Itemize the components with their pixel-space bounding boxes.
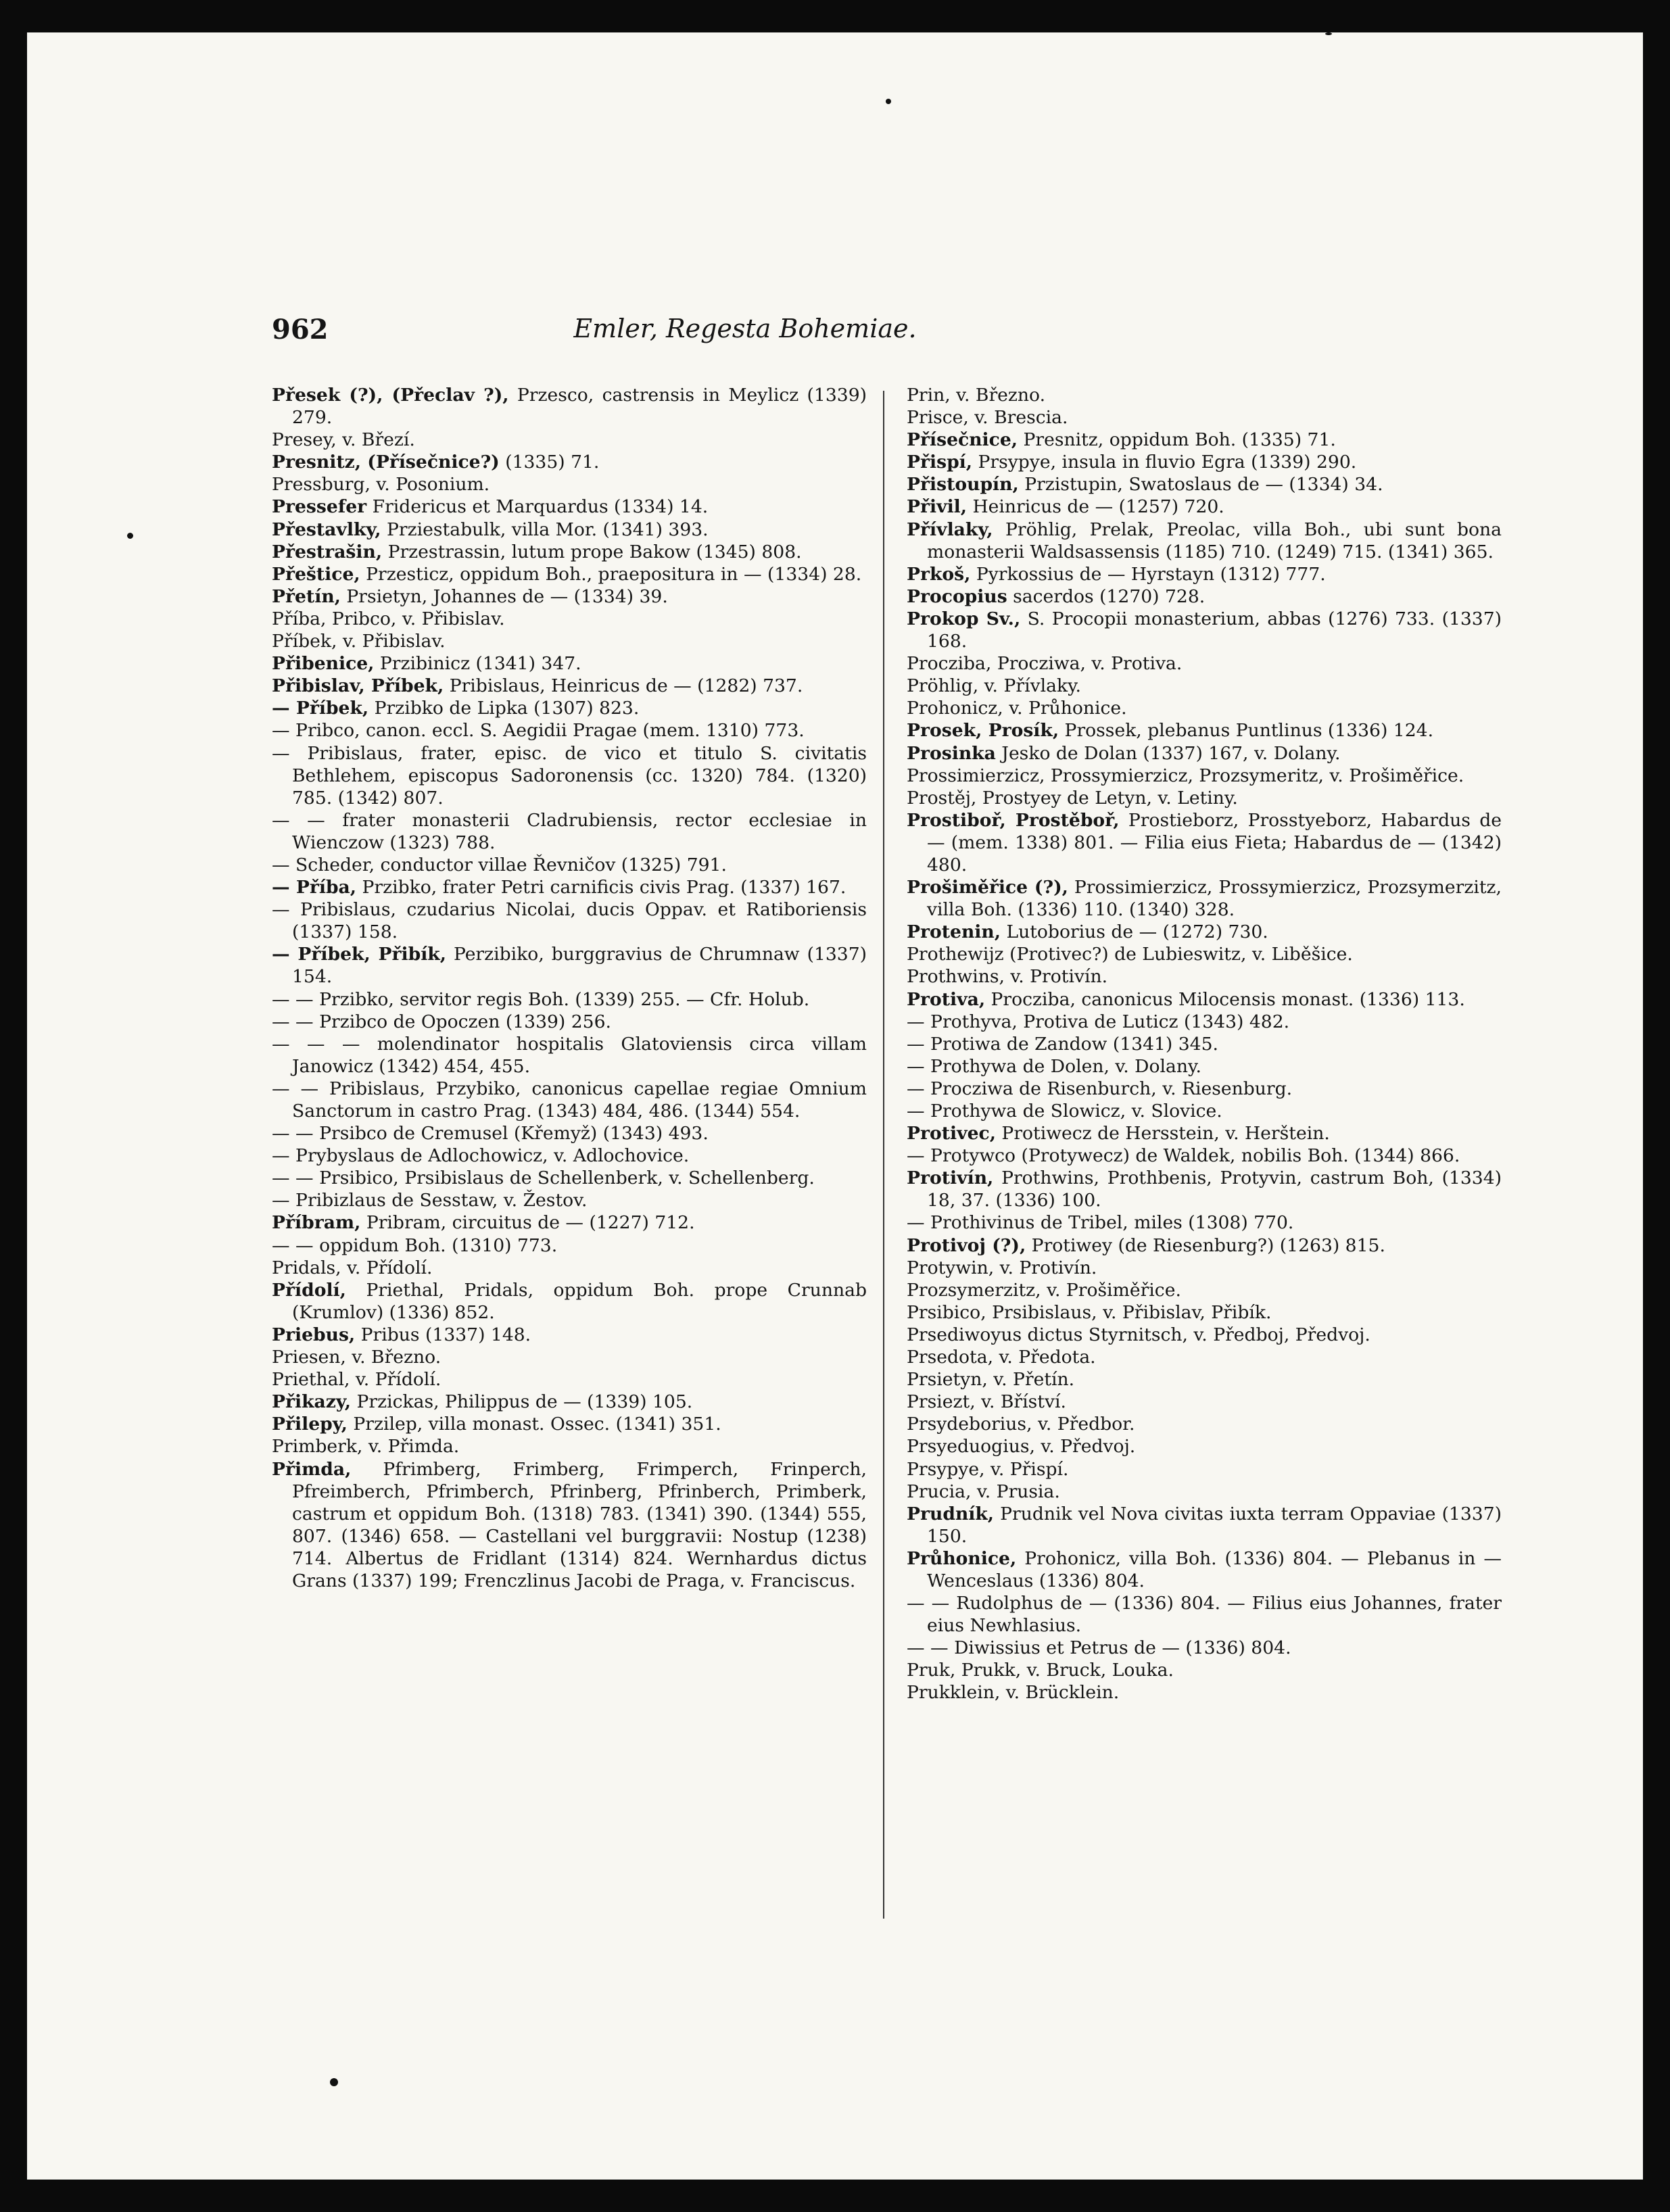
index-entry [907, 1211, 1502, 1234]
entry-headword: Přetín, [272, 585, 341, 607]
index-entry [907, 652, 1502, 675]
entry-text: — Pribco, canon. eccl. S. Aegidii Pragae (mem. 1310) 773. [272, 720, 805, 742]
index-entry [907, 1055, 1502, 1078]
index-entry [907, 1122, 1502, 1145]
entry-text: Procziba, canonicus Milocensis monast. (1336) 113. [985, 988, 1465, 1010]
index-entry [272, 1458, 867, 1593]
entry-text: Prothewijz (Protivec?) de Lubieswitz, v. Liběšice. [907, 944, 1353, 965]
entry-text: — Pribislaus, frater, episc. de vico et titulo S. civitatis Bethlehem, episcopus Sadoronensis (cc. 1320) 784. (1320) 785. (1342) 807. [272, 742, 867, 809]
entry-headword: — Příbek, [272, 698, 369, 719]
entry-text: Pridals, v. Přídolí. [272, 1257, 433, 1278]
entry-text: Heinricus de — (1257) 720. [967, 496, 1224, 518]
index-entry [907, 1279, 1502, 1301]
index-entry [272, 1368, 867, 1391]
index-entry [907, 1481, 1502, 1503]
entry-headword: Přestrašin, [272, 541, 383, 562]
index-entry [907, 965, 1502, 988]
entry-headword: Přikazy, [272, 1391, 352, 1413]
index-entry [272, 1279, 867, 1324]
index-entry [907, 1346, 1502, 1368]
index-entry [272, 1145, 867, 1167]
entry-text: Primberk, v. Přimda. [272, 1436, 460, 1458]
speck [127, 533, 133, 539]
entry-text: Prossimierzicz, Prossymierzicz, Prozsymeritz, v. Prošiměřice. [907, 765, 1464, 786]
entry-headword: — Příbek, Přibík, [272, 944, 446, 965]
entry-text: Protiwecz de Hersstein, v. Herštein. [995, 1123, 1330, 1145]
entry-text: Prsyeduogius, v. Předvoj. [907, 1436, 1136, 1458]
index-entry [907, 496, 1502, 518]
index-column-right [907, 384, 1502, 1704]
entry-text: — Scheder, conductor villae Řevničov (1325) 791. [272, 854, 727, 875]
entry-headword: Přesek (?), (Přeclav ?), [272, 385, 509, 406]
running-title: Emler, Regesta Bohemiae. [573, 314, 917, 343]
entry-headword: Protenin, [907, 921, 1001, 943]
entry-text: Příbek, v. Přibislav. [272, 631, 446, 652]
entry-text: Prsiezt, v. Bříství. [907, 1391, 1066, 1413]
entry-text: — — oppidum Boh. (1310) 773. [272, 1234, 558, 1256]
entry-text: Przesticz, oppidum Boh., praepositura in — (1334) 28. [360, 563, 862, 585]
index-entry [272, 809, 867, 854]
index-entry [272, 1078, 867, 1122]
entry-text: — Prothyva, Protiva de Luticz (1343) 482. [907, 1011, 1290, 1032]
entry-text: Fridericus et Marquardus (1334) 14. [366, 496, 709, 518]
entry-text: Prohonicz, villa Boh. (1336) 804. — Plebanus in — Wenceslaus (1336) 804. [927, 1547, 1502, 1591]
entry-headword: Přimda, [272, 1458, 352, 1480]
index-entry [272, 1346, 867, 1368]
entry-text: Pribus (1337) 148. [355, 1324, 531, 1345]
entry-text: Prisce, v. Brescia. [907, 407, 1068, 429]
entry-text: Prossimierzicz, Prossymierzicz, Prozsymerzitz, villa Boh. (1336) 110. (1340) 328. [927, 877, 1502, 921]
entry-text: Przibko de Lipka (1307) 823. [368, 698, 640, 719]
index-entry [907, 519, 1502, 563]
index-entry [907, 675, 1502, 697]
entry-text: — Pribizlaus de Sesstaw, v. Žestov. [272, 1190, 588, 1211]
index-entry [907, 384, 1502, 406]
index-entry [907, 1592, 1502, 1637]
index-entry [272, 473, 867, 496]
index-entry [272, 1189, 867, 1211]
entry-headword: Přispí, [907, 452, 973, 473]
entry-headword: Prkoš, [907, 563, 971, 585]
index-entry [907, 787, 1502, 809]
index-entry [272, 1033, 867, 1078]
entry-headword: Příbram, [272, 1212, 361, 1234]
entry-text: Przestrassin, lutum prope Bakow (1345) 808. [382, 541, 802, 562]
index-entry [907, 1011, 1502, 1033]
entry-text: — — Przibko, servitor regis Boh. (1339) 255. — Cfr. Holub. [272, 988, 810, 1010]
entry-headword: Přeštice, [272, 563, 360, 585]
entry-text: Przistupin, Swatoslaus de — (1334) 34. [1018, 474, 1383, 496]
entry-text: — — Rudolphus de — (1336) 804. — Filius eius Johannes, frater eius Newhlasius. [907, 1593, 1502, 1637]
entry-headword: Protivín, [907, 1168, 994, 1189]
entry-headword: Prosek, Prosík, [907, 720, 1059, 742]
entry-text: Prostieborz, Prosstyeborz, Habardus de — (mem. 1338) 801. — Filia eius Fieta; Habardus de — (1342) 480. [927, 809, 1502, 875]
entry-text: Przibinicz (1341) 347. [374, 653, 581, 675]
entry-text: Prsydeborius, v. Předbor. [907, 1414, 1135, 1435]
index-entry [272, 384, 867, 429]
entry-text: — — Prsibico, Prsibislaus de Schellenberk, v. Schellenberg. [272, 1168, 815, 1189]
entry-text: Przibko, frater Petri carnificis civis Prag. (1337) 167. [356, 877, 846, 898]
entry-text: Prothwins, Prothbenis, Protyvin, castrum Boh, (1334) 18, 37. (1336) 100. [927, 1168, 1502, 1211]
index-entry [907, 876, 1502, 921]
index-entry [272, 854, 867, 876]
entry-text: — Prothywa de Slowicz, v. Slovice. [907, 1101, 1222, 1122]
entry-text: Przilep, villa monast. Ossec. (1341) 351. [347, 1414, 721, 1435]
page-number: 962 [272, 314, 329, 345]
index-entry [272, 585, 867, 608]
entry-text: Prsietyn, v. Přetín. [907, 1369, 1075, 1391]
index-entry [272, 1011, 867, 1033]
index-entry [907, 697, 1502, 719]
entry-text: Prsypye, insula in fluvio Egra (1339) 290. [972, 452, 1357, 473]
entry-headword: Přivil, [907, 496, 968, 518]
entry-text: Przesco, castrensis in Meylicz (1339) 279. [292, 385, 867, 429]
page-header [272, 314, 1090, 354]
entry-text: sacerdos (1270) 728. [1007, 585, 1206, 607]
entry-text: — Prothivinus de Tribel, miles (1308) 770. [907, 1212, 1294, 1234]
index-entry [272, 742, 867, 809]
index-entry [272, 652, 867, 675]
index-column-left [272, 384, 867, 1592]
index-entry [907, 765, 1502, 787]
index-entry [272, 1211, 867, 1234]
index-entry [272, 1234, 867, 1257]
index-entry [907, 1145, 1502, 1167]
index-entry [272, 675, 867, 697]
index-entry [907, 451, 1502, 473]
index-entry [907, 1391, 1502, 1413]
entry-text: Pfrimberg, Frimberg, Frimperch, Frinperch, Pfreimberch, Pfrimberch, Pfrinberg, Pfrinberch, Primberk, castrum et oppidum Boh. (1318) 783. (1341) 390. (1344) 555, 807. (1346) 658. — Castellani vel burggravii: Nostup (1238) 714. Albertus de Fridlant (1314) 824. Wernhardus dictus Grans (1337) 199; Frenczlinus Jacobi de Praga, v. Franciscus. [292, 1458, 867, 1591]
entry-text: Prucia, v. Prusia. [907, 1481, 1060, 1502]
index-entry [272, 1391, 867, 1413]
entry-headword: Pressefer [272, 496, 367, 518]
entry-text: Prin, v. Březno. [907, 385, 1046, 406]
index-entry [907, 943, 1502, 965]
index-entry [907, 406, 1502, 429]
entry-text: Prsedota, v. Předota. [907, 1347, 1096, 1368]
entry-headword: — Příba, [272, 877, 357, 898]
entry-text: Prostěj, Prostyey de Letyn, v. Letiny. [907, 787, 1238, 809]
entry-headword: Protivoj (?), [907, 1234, 1026, 1256]
index-entry [907, 809, 1502, 876]
index-entry [272, 1122, 867, 1145]
page-scan [27, 32, 1643, 2180]
entry-text: Pressburg, v. Posonium. [272, 474, 490, 496]
entry-headword: Protivec, [907, 1123, 996, 1145]
index-entry [272, 988, 867, 1011]
entry-text: S. Procopii monasterium, abbas (1276) 733. (1337) 168. [927, 608, 1502, 652]
index-entry [907, 1637, 1502, 1659]
index-entry [907, 1458, 1502, 1481]
entry-headword: Prosinka [907, 742, 996, 764]
entry-text: Priethal, v. Přídolí. [272, 1369, 442, 1391]
index-entry [272, 1324, 867, 1346]
index-entry [907, 473, 1502, 496]
index-entry [272, 608, 867, 630]
entry-headword: Průhonice, [907, 1547, 1017, 1569]
index-entry [272, 429, 867, 451]
index-entry [907, 1435, 1502, 1458]
entry-text: Prossek, plebanus Puntlinus (1336) 124. [1059, 720, 1434, 742]
entry-text: Lutoborius de — (1272) 730. [1000, 921, 1268, 943]
entry-text: — Pribislaus, czudarius Nicolai, ducis Oppav. et Ratiboriensis (1337) 158. [272, 899, 867, 943]
entry-text: Priesen, v. Březno. [272, 1347, 442, 1368]
entry-text: Prsypye, v. Přispí. [907, 1458, 1069, 1480]
index-entry [272, 943, 867, 988]
entry-headword: Přídolí, [272, 1279, 346, 1301]
entry-text: (1335) 71. [499, 452, 600, 473]
entry-headword: Presnitz, (Přísečnice?) [272, 452, 500, 473]
index-entry [272, 1167, 867, 1189]
index-entry [907, 988, 1502, 1011]
index-entry [272, 519, 867, 541]
index-entry [272, 1257, 867, 1279]
entry-text: Pribram, circuitus de — (1227) 712. [360, 1212, 695, 1234]
index-entry [907, 742, 1502, 765]
index-entry [907, 921, 1502, 943]
index-entry [907, 563, 1502, 585]
index-entry [272, 451, 867, 473]
index-entry [907, 1681, 1502, 1704]
entry-text: Presnitz, oppidum Boh. (1335) 71. [1018, 429, 1336, 451]
entry-text: — Protywco (Protywecz) de Waldek, nobilis Boh. (1344) 866. [907, 1145, 1460, 1167]
index-entry [907, 1301, 1502, 1324]
index-entry [272, 898, 867, 943]
entry-text: Prsietyn, Johannes de — (1334) 39. [340, 585, 668, 607]
entry-text: Jesko de Dolan (1337) 167, v. Dolany. [995, 742, 1341, 764]
entry-headword: Priebus, [272, 1324, 356, 1345]
entry-text: Priethal, Pridals, oppidum Boh. prope Crunnab (Krumlov) (1336) 852. [292, 1279, 867, 1323]
entry-text: — Prybyslaus de Adlochowicz, v. Adlochovice. [272, 1145, 690, 1167]
entry-headword: Přilepy, [272, 1414, 348, 1435]
entry-text: — — — molendinator hospitalis Glatoviensis circa villam Janowicz (1342) 454, 455. [272, 1033, 867, 1077]
index-entry [272, 541, 867, 563]
entry-headword: Přibislav, Příbek, [272, 675, 444, 697]
entry-headword: Přívlaky, [907, 519, 993, 540]
entry-headword: Přestavlky, [272, 519, 381, 540]
index-entry [907, 1234, 1502, 1257]
entry-headword: Přísečnice, [907, 429, 1018, 451]
index-entry [272, 630, 867, 652]
index-entry [272, 719, 867, 742]
index-entry [907, 1257, 1502, 1279]
index-entry [272, 563, 867, 585]
entry-text: Prohonicz, v. Průhonice. [907, 698, 1127, 719]
entry-text: — Protiwa de Zandow (1341) 345. [907, 1033, 1218, 1055]
entry-text: — — Pribislaus, Przybiko, canonicus capellae regiae Omnium Sanctorum in castro Prag. (1343) 484, 486. (1344) 554. [272, 1078, 867, 1122]
entry-text: Prudnik vel Nova civitas iuxta terram Oppaviae (1337) 150. [927, 1503, 1502, 1547]
entry-headword: Prošiměřice (?), [907, 877, 1068, 898]
entry-headword: Protiva, [907, 988, 986, 1010]
speck [886, 99, 891, 104]
entry-text: Pyrkossius de — Hyrstayn (1312) 777. [970, 563, 1326, 585]
entry-text: Protywin, v. Protivín. [907, 1257, 1097, 1278]
index-entry [907, 585, 1502, 608]
entry-headword: Přibenice, [272, 653, 375, 675]
entry-text: — Prothywa de Dolen, v. Dolany. [907, 1055, 1201, 1077]
speck [1325, 32, 1332, 35]
index-entry [907, 1078, 1502, 1100]
index-entry [907, 608, 1502, 652]
entry-headword: Přistoupín, [907, 474, 1019, 496]
entry-text: Prsediwoyus dictus Styrnitsch, v. Předboj, Předvoj. [907, 1324, 1370, 1345]
index-entry [907, 1368, 1502, 1391]
entry-headword: Prudník, [907, 1503, 995, 1524]
entry-text: — — Diwissius et Petrus de — (1336) 804. [907, 1637, 1291, 1659]
index-entry [907, 429, 1502, 451]
index-entry [907, 1033, 1502, 1055]
index-entry [272, 1435, 867, 1458]
entry-text: Przickas, Philippus de — (1339) 105. [351, 1391, 693, 1413]
speck [330, 2078, 338, 2086]
entry-text: Prukklein, v. Brücklein. [907, 1682, 1120, 1704]
entry-text: Prozsymerzitz, v. Prošiměřice. [907, 1279, 1181, 1301]
entry-headword: Procopius [907, 585, 1007, 607]
entry-headword: Prostiboř, Prostěboř, [907, 809, 1120, 831]
entry-text: Prothwins, v. Protivín. [907, 966, 1108, 988]
entry-text: — — Prsibco de Cremusel (Křemyž) (1343) 493. [272, 1123, 709, 1145]
index-entry [907, 1413, 1502, 1435]
index-entry [907, 719, 1502, 742]
entry-headword: Prokop Sv., [907, 608, 1021, 629]
entry-text: Perzibiko, burggravius de Chrumnaw (1337) 154. [292, 944, 867, 988]
index-entry [907, 1503, 1502, 1547]
index-entry [907, 1167, 1502, 1211]
column-divider [883, 391, 884, 1919]
entry-text: — Procziwa de Risenburch, v. Riesenburg. [907, 1078, 1293, 1099]
entry-text: Presey, v. Březí. [272, 429, 415, 451]
entry-text: Procziba, Procziwa, v. Protiva. [907, 653, 1183, 675]
entry-text: Protiwey (de Riesenburg?) (1263) 815. [1026, 1234, 1385, 1256]
entry-text: — — Przibco de Opoczen (1339) 256. [272, 1011, 611, 1032]
entry-text: Pröhlig, v. Přívlaky. [907, 675, 1082, 697]
index-entry [907, 1324, 1502, 1346]
index-entry [272, 697, 867, 719]
index-entry [272, 1413, 867, 1435]
index-entry [272, 876, 867, 898]
entry-text: Prsibico, Prsibislaus, v. Přibislav, Přibík. [907, 1301, 1272, 1323]
entry-text: Pribislaus, Heinricus de — (1282) 737. [444, 675, 803, 697]
index-entry [907, 1100, 1502, 1122]
entry-text: Pröhlig, Prelak, Preolac, villa Boh., ubi sunt bona monasterii Waldsassensis (1185) 710. (1249) 715. (1341) 365. [927, 519, 1502, 562]
index-entry [907, 1659, 1502, 1681]
entry-text: Pruk, Prukk, v. Bruck, Louka. [907, 1660, 1174, 1681]
entry-text: — — frater monasterii Cladrubiensis, rector ecclesiae in Wienczow (1323) 788. [272, 809, 867, 853]
index-entry [907, 1547, 1502, 1592]
entry-text: Příba, Pribco, v. Přibislav. [272, 608, 505, 629]
index-entry [272, 496, 867, 518]
entry-text: Prziestabulk, villa Mor. (1341) 393. [381, 519, 709, 540]
